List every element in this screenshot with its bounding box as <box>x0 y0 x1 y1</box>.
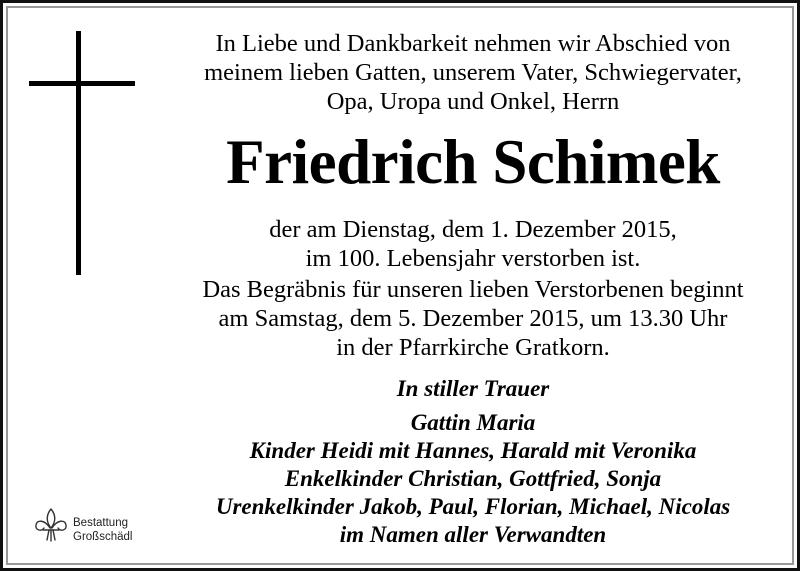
death-line: im 100. Lebensjahr verstorben ist. <box>305 245 641 272</box>
logo-line-1: Bestattung <box>73 517 128 529</box>
logo-line-2: Großschädl <box>73 531 133 543</box>
intro-text <box>173 29 773 116</box>
cross-icon <box>29 31 135 277</box>
intro-line: meinem lieben Gatten, unserem Vater, Schwiegervater, <box>204 59 742 86</box>
burial-line: Das Begräbnis für unseren lieben Verstorbenen beginnt <box>202 276 744 303</box>
burial-line: am Samstag, dem 5. Dezember 2015, um 13.30 Uhr <box>218 305 728 332</box>
deceased-name: Friedrich Schimek <box>226 127 720 197</box>
burial-line: in der Pfarrkirche Gratkorn. <box>336 334 610 361</box>
intro-line: In Liebe und Dankbarkeit nehmen wir Abschied von <box>215 30 731 57</box>
mourner-line: Kinder Heidi mit Hannes, Harald mit Veronika <box>249 438 697 463</box>
mourner-line: im Namen aller Verwandten <box>339 522 607 547</box>
funeral-home-logo <box>33 506 153 546</box>
mourner-line: Gattin Maria <box>410 410 536 435</box>
mourning-heading: In stiller Trauer <box>396 376 550 401</box>
intro-line: Opa, Uropa und Onkel, Herrn <box>326 88 620 115</box>
mourners-section <box>173 375 773 549</box>
mourner-line: Enkelkinder Christian, Gottfried, Sonja <box>284 466 662 491</box>
fleur-de-lis-icon <box>33 506 69 544</box>
mourner-line: Urenkelkinder Jakob, Paul, Florian, Michael, Nicolas <box>215 494 731 519</box>
death-line: der am Dienstag, dem 1. Dezember 2015, <box>269 216 677 243</box>
burial-text <box>173 275 773 362</box>
death-text <box>173 215 773 273</box>
